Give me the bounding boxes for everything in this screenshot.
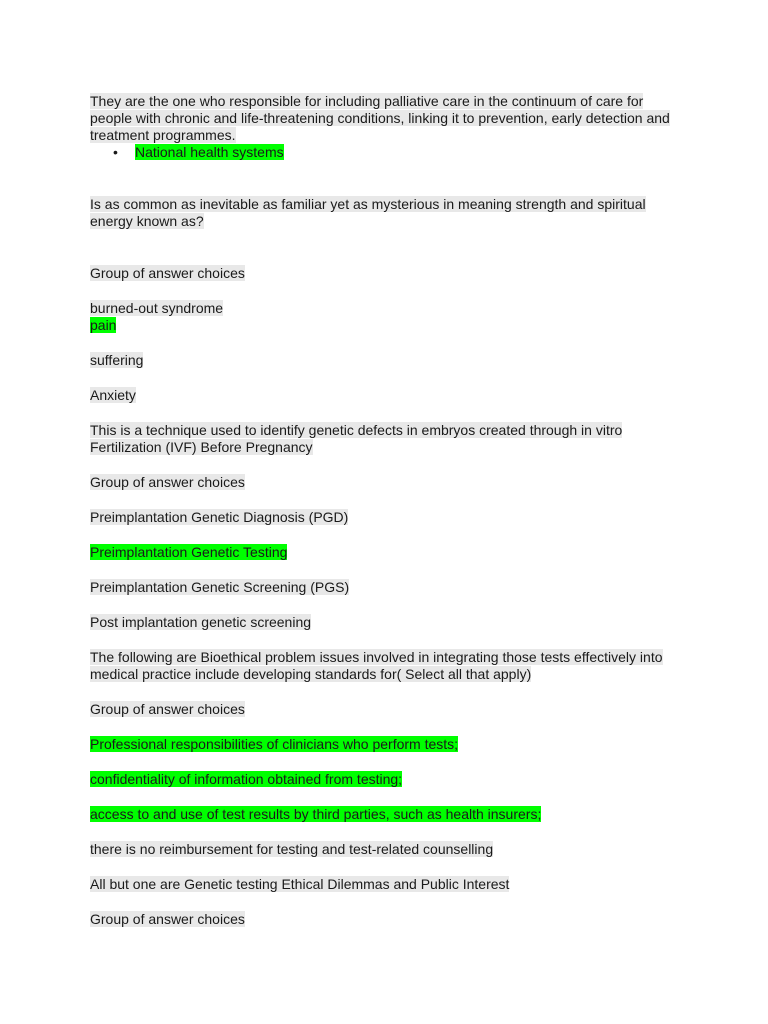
answer-choice: burned-out syndrome xyxy=(90,300,224,316)
bullet-icon: • xyxy=(113,144,118,160)
group-label: Group of answer choices xyxy=(90,701,245,717)
answer-choice: there is no reimbursement for testing and test-related counselling xyxy=(90,841,494,857)
answer-choice: suffering xyxy=(90,352,144,368)
answer-choice: Preimplantation Genetic Screening (PGS) xyxy=(90,579,350,595)
answer-choice-selected: pain xyxy=(90,317,117,333)
answer-choice-selected: Preimplantation Genetic Testing xyxy=(90,544,288,560)
answer-choice: Post implantation genetic screening xyxy=(90,614,312,630)
question-4-text: The following are Bioethical problem issues involved in integrating those tests effectively into medical practice include developing standards for( Select all that apply) xyxy=(90,649,663,682)
answer-choice-selected: Professional responsibilities of clinicians who perform tests; xyxy=(90,736,459,752)
group-label: Group of answer choices xyxy=(90,911,245,927)
answer-bullet-item: • National health systems xyxy=(113,144,284,160)
question-1-text: They are the one who responsible for including palliative care in the continuum of care for people with chronic and life-threatening conditions, linking it to prevention, early detection and treatment programmes. xyxy=(90,93,670,143)
question-2-text: Is as common as inevitable as familiar yet as mysterious in meaning strength and spiritual energy known as? xyxy=(90,196,646,229)
answer-choice-selected: confidentiality of information obtained from testing; xyxy=(90,771,403,787)
group-label: Group of answer choices xyxy=(90,265,245,281)
group-label: Group of answer choices xyxy=(90,474,245,490)
answer-choice: Preimplantation Genetic Diagnosis (PGD) xyxy=(90,509,349,525)
document-page xyxy=(90,93,670,928)
question-3-text: This is a technique used to identify genetic defects in embryos created through in vitro Fertilization (IVF) Before Pregnancy xyxy=(90,422,623,455)
question-5-text: All but one are Genetic testing Ethical Dilemmas and Public Interest xyxy=(90,876,510,892)
answer-choice: Anxiety xyxy=(90,387,136,403)
answer-choice-selected: access to and use of test results by third parties, such as health insurers; xyxy=(90,806,542,822)
